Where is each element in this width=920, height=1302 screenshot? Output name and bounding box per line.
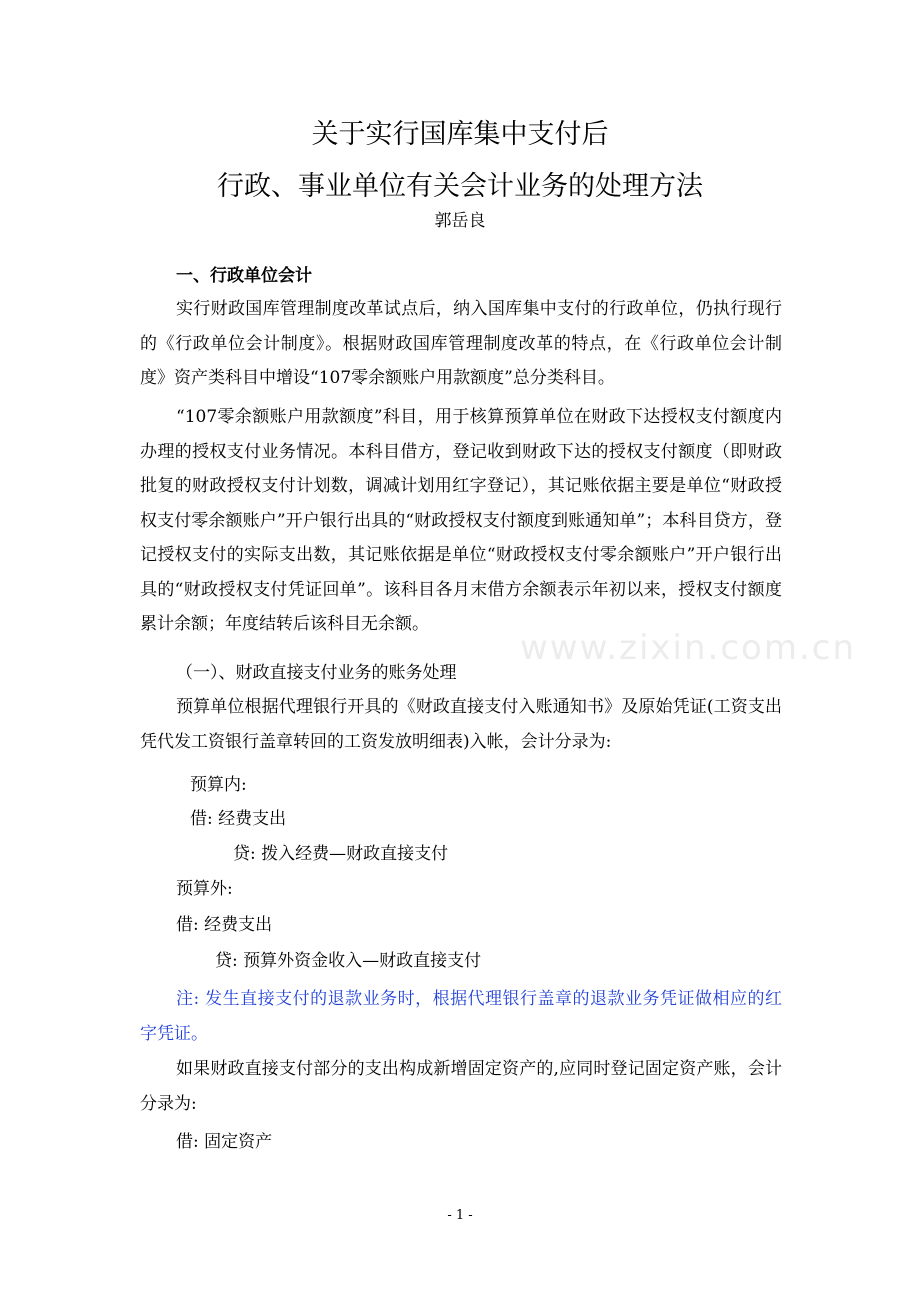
note-paragraph: 注: 发生直接支付的退款业务时，根据代理银行盖章的退款业务凭证做相应的红字凭证。	[140, 989, 782, 1044]
entry-inbudget-debit: 借: 经费支出	[190, 809, 287, 829]
entry-outbudget-credit: 贷: 预算外资金收入—财政直接支付	[215, 951, 482, 971]
watermark: www.zixin.com.cn	[520, 628, 856, 668]
author: 郭岳良	[434, 211, 486, 231]
section-heading: 一、行政单位会计	[176, 266, 312, 286]
paragraph-1: 实行财政国库管理制度改革试点后，纳入国库集中支付的行政单位，仍执行现行的《行政单位会计制度》。根据财政国库管理制度改革的特点，在《行政单位会计制度》资产类科目中增设“107零余额账户用款额度”总分类科目。	[140, 299, 782, 388]
title-line-1: 关于实行国库集中支付后	[311, 119, 609, 150]
subsection-heading: （一）、财政直接支付业务的账务处理	[176, 663, 457, 683]
paragraph-3: 预算单位根据代理银行开具的《财政直接支付入账通知书》及原始凭证(工资支出凭代发工资银行盖章转回的工资发放明细表)入帐，会计分录为:	[140, 697, 782, 752]
entry-fixed-debit: 借: 固定资产	[176, 1132, 273, 1152]
entry-inbudget-label: 预算内:	[190, 775, 247, 795]
title-line-2: 行政、事业单位有关会计业务的处理方法	[217, 171, 703, 202]
entry-inbudget-credit: 贷: 拨入经费—财政直接支付	[233, 844, 449, 864]
paragraph-4: 如果财政直接支付部分的支出构成新增固定资产的,应同时登记固定资产账，会计分录为:	[140, 1059, 782, 1114]
entry-outbudget-debit: 借: 经费支出	[176, 915, 273, 935]
paragraph-2: “107零余额账户用款额度”科目，用于核算预算单位在财政下达授权支付额度内办理的授权支付业务情况。本科目借方，登记收到财政下达的授权支付额度（即财政批复的财政授权支付计划数，调减计划用红字登记），其记账依据主要是单位“财政授权支付零余额账户”开户银行出具的“财政授权支付额度到账通知单”；本科目贷方，登记授权支付的实际支出数，其记账依据是单位“财政授权支付零余额账户”开户银行出具的“财政授权支付凭证回单”。该科目各月末借方余额表示年初以来，授权支付额度累计余额；年度结转后该科目无余额。	[140, 407, 782, 634]
page-number: - 1 -	[447, 1208, 473, 1223]
entry-outbudget-label: 预算外:	[176, 879, 233, 899]
